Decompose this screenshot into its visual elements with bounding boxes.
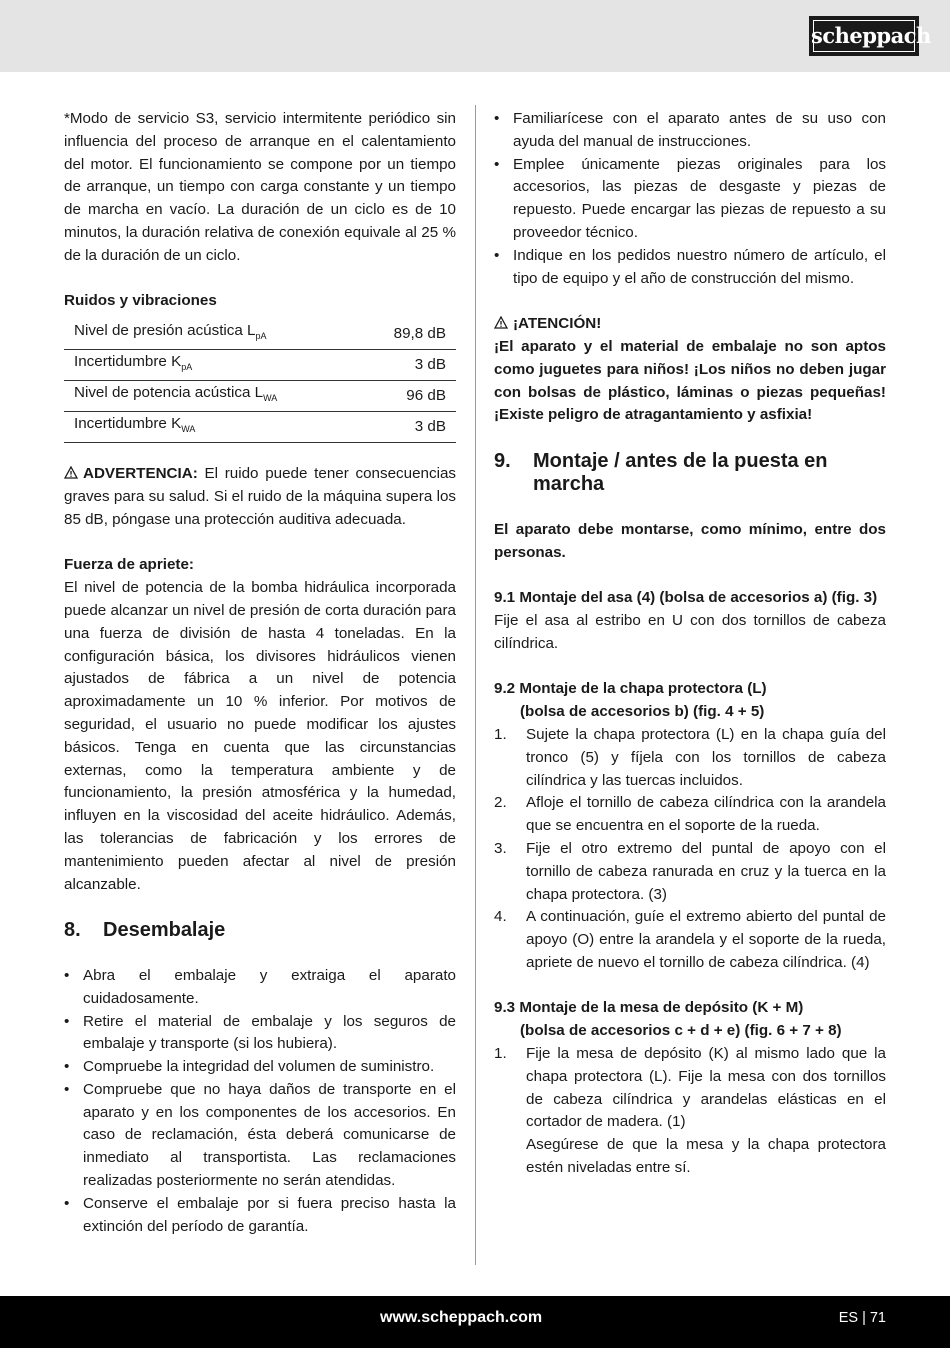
noise-value: 3 dB <box>360 350 456 381</box>
noise-label: Nivel de presión acústica $L_{pA}$ <box>64 319 360 350</box>
intro-list <box>494 108 886 290</box>
warning-text: El ruido puede tener consecuencias graves para su salud. Si el ruido de la máquina supera los 85 dB, póngase una protección auditiva adecuada. <box>64 465 456 528</box>
section-title: Montaje / antes de la puesta en marcha <box>533 449 828 495</box>
noise-heading: Ruidos y vibraciones <box>64 292 217 310</box>
list-item: • Emplee únicamente piezas originales para los accesorios, las piezas de desgaste y piezas de repuesto. Puede encargar las piezas de repuesto a su proveedor técnico. <box>494 154 886 245</box>
footer <box>0 1296 950 1348</box>
column-divider <box>475 105 476 1265</box>
subsection-9-2-subtitle: (bolsa de accesorios b) (fig. 4 + 5) <box>520 703 765 721</box>
right-column <box>494 108 886 1180</box>
force-heading: Fuerza de apriete: <box>64 556 194 574</box>
section-8-heading <box>64 919 456 942</box>
unpacking-list <box>64 965 456 1239</box>
list-item: 2. Afloje el tornillo de cabeza cilíndrica con la arandela que se encuentra en el soporte de la rueda. <box>494 794 886 835</box>
warning-label: ADVERTENCIA: <box>83 465 198 483</box>
section-number: 8. <box>64 919 81 942</box>
noise-label: Incertidumbre $K_{pA}$ <box>64 350 360 381</box>
warning-paragraph <box>64 463 456 531</box>
table-steps <box>494 1043 886 1180</box>
header-band <box>0 0 950 72</box>
list-item: • Familiarícese con el aparato antes de su uso con ayuda del manual de instrucciones. <box>494 108 886 154</box>
protector-steps <box>494 724 886 975</box>
section-9-note: El aparato debe montarse, como mínimo, entre dos personas. <box>494 520 886 561</box>
list-item: • Conserve el embalaje por si fuera preciso hasta la extinción del período de garantía. <box>64 1193 456 1239</box>
noise-value: 96 dB <box>360 381 456 412</box>
table-row <box>64 319 456 350</box>
list-item: 3. Fije el otro extremo del puntal de apoyo con el tornillo de cabeza ranurada en cruz y la tuerca en la chapa protectora. (3) <box>494 839 886 903</box>
section-9-heading <box>494 450 886 496</box>
list-item: • Abra el embalaje y extraiga el aparato cuidadosamente. <box>64 965 456 1011</box>
list-item: 1. Fije la mesa de depósito (K) al mismo lado que la chapa protectora (L). Fije la mesa con dos tornillos de cabeza cilíndrica y arandelas elásticas en el cortador de madera. (1) Asegúrese de que la mesa y la chapa protectora estén niveladas entre sí. <box>494 1045 886 1177</box>
intro-paragraph: *Modo de servicio S3, servicio intermitente periódico sin influencia del proceso de arranque en el calentamiento del motor. El funcionamiento se compone por un tiempo de arranque, un tiempo con carga constante y un tiempo de marcha en vacío. La duración de un ciclo es de 10 minutos, la duración relativa de conexión equivale al 25 % de la duración de un ciclo. <box>64 110 456 264</box>
list-item: • Indique en los pedidos nuestro número de artículo, el tipo de equipo y el año de construcción del mismo. <box>494 245 886 291</box>
attention-heading: ¡ATENCIÓN! <box>494 313 886 336</box>
brand-logo: scheppach <box>809 16 919 56</box>
list-item: • Compruebe que no haya daños de transporte en el aparato y en los componentes de los accesorios. En caso de reclamación, ésta deberá comunicarse de inmediato al transportista. Las reclamaciones realizadas posteriormente no serán atendidas. <box>64 1079 456 1193</box>
noise-label: Nivel de potencia acústica $L_{WA}$ <box>64 381 360 412</box>
warning-icon <box>494 316 508 329</box>
noise-label: Incertidumbre $K_{WA}$ <box>64 412 360 443</box>
table-row <box>64 350 456 381</box>
section-title: Desembalaje <box>103 919 226 942</box>
noise-table <box>64 319 456 443</box>
left-column <box>64 108 456 1238</box>
subsection-9-1-text: Fije el asa al estribo en U con dos tornillos de cabeza cilíndrica. <box>494 611 886 652</box>
page-number: ES | 71 <box>838 1310 886 1326</box>
table-row <box>64 381 456 412</box>
website-link[interactable]: www.scheppach.com <box>380 1309 543 1326</box>
list-item: 4. A continuación, guíe el extremo abierto del puntal de apoyo (O) entre la arandela y el soporte de la rueda, apriete de nuevo el tornillo de cabeza cilíndrica. (4) <box>494 908 886 971</box>
list-item: • Compruebe la integridad del volumen de suministro. <box>64 1056 456 1079</box>
subsection-9-3-title: 9.3 Montaje de la mesa de depósito (K + M) <box>494 999 804 1017</box>
section-number: 9. <box>494 449 511 472</box>
table-row <box>64 412 456 443</box>
list-item: 1. Sujete la chapa protectora (L) en la chapa guía del tronco (5) y fíjela con los tornillos de cabeza cilíndrica y las tuercas incluidos. <box>494 725 886 789</box>
list-item: • Retire el material de embalaje y los seguros de embalaje y transporte (si los hubiera). <box>64 1011 456 1057</box>
subsection-9-2-title: 9.2 Montaje de la chapa protectora (L) <box>494 680 767 698</box>
warning-icon <box>64 466 78 479</box>
force-paragraph: El nivel de potencia de la bomba hidráulica incorporada puede alcanzar un nivel de presión de corta duración para una fuerza de división de hasta 4 toneladas. En la configuración básica, los divisores hidráulicos vienen ajustados de fábrica a un nivel de potencia aproximadamente un 10 % inferior. Por motivos de seguridad, el usuario no puede modificar los ajustes básicos. Tenga en cuenta que las circunstancias externas, como la temperatura ambiente y de funcionamiento, la presión atmosférica y la humedad, influyen en la viscosidad del aceite hidráulico. Además, las tolerancias de fabricación y los errores de mantenimiento pueden afectar al nivel de presión alcanzable. <box>64 579 456 893</box>
noise-value: 3 dB <box>360 412 456 443</box>
attention-text: ¡El aparato y el material de embalaje no son aptos como juguetes para niños! ¡Los niños no deben jugar con bolsas de plástico, láminas o piezas pequeñas! ¡Existe peligro de atragantamiento y asfixia! <box>494 337 886 424</box>
subsection-9-1-title: 9.1 Montaje del asa (4) (bolsa de accesorios a) (fig. 3) <box>494 589 878 607</box>
noise-value: 89,8 dB <box>360 319 456 350</box>
subsection-9-3-subtitle: (bolsa de accesorios c + d + e) (fig. 6 + 7 + 8) <box>520 1022 842 1040</box>
